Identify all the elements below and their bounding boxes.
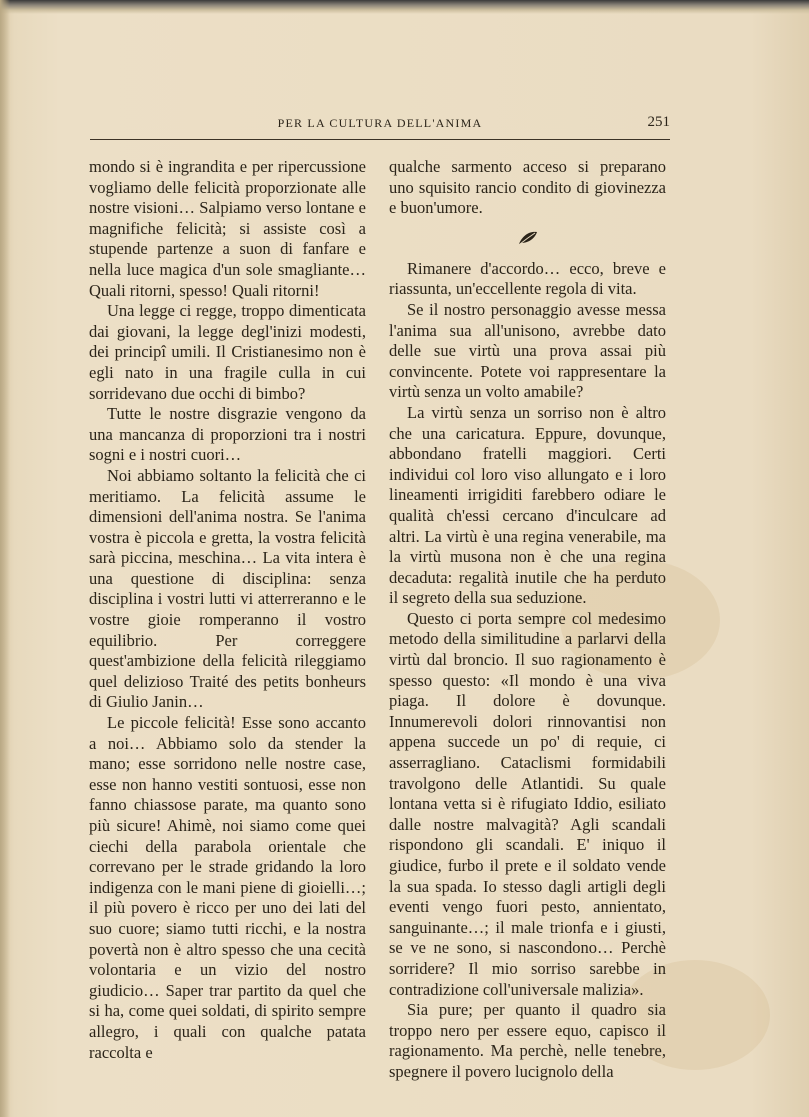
paragraph: Se il nostro personaggio avesse messa l'anima sua all'unisono, avrebbe dato delle sue virtù una prova assai più convincente. Potete voi rappresentare la virtù senza un volto amabile? (389, 299, 666, 402)
page-top-edge (0, 0, 809, 14)
page-binding-edge (0, 0, 10, 1117)
paragraph: Rimanere d'accordo… ecco, breve e riassunta, un'eccellente regola di vita. (389, 258, 666, 299)
paragraph: Noi abbiamo soltanto la felicità che ci meritiamo. La felicità assume le dimensioni dell'anima nostra. Se l'anima vostra è piccola e gretta, la vostra felicità sarà piccina, meschina… La vita intera è una questione di disciplina: senza disciplina i vostri lutti vi atterreranno e le vostre gioie romperanno il vostro equilibrio. Per correggere quest'ambizione della felicità rileggiamo quel delizioso Traité des petits bonheurs di Giulio Janin… (89, 465, 366, 712)
paragraph: Questo ci porta sempre col medesimo metodo della similitudine a parlarvi della virtù dal broncio. Il suo ragionamento è spesso questo: «Il mondo è una viva piaga. Il dolore è dovunque. Innumerevoli dolori rinnovantisi non appena succede un po' di requie, ci asserragliano. Cataclismi formidabili travolgono delle Atlantidi. Su quale lontana vetta si è rifugiato Iddio, esiliato dalle nostre malvagità? Agli scandali rispondono gli scandali. E' iniquo il giudice, furbo il prete e il soldato vende la sua spada. Io stesso dagli artigli degli eventi vengo fuori pesto, annientato, sanguinante…; il male trionfa e i giusti, se ve ne sono, si nascondono… Perchè sorridere? Il mio sorriso sarebbe in contradizione coll'universale malizia». (389, 608, 666, 999)
paragraph: La virtù senza un sorriso non è altro che una caricatura. Eppure, dovunque, abbondano fratelli maggiori. Certi individui col loro viso allungato e i loro lineamenti irrigiditi farebbero odiare le qualità ch'essi cercano d'inculcare ad altri. La virtù è una regina venerabile, ma la virtù musona non è che una regina decaduta: regalità inutile che ha perduto il segreto della sua seduzione. (389, 402, 666, 608)
running-header (90, 114, 670, 136)
running-title: PER LA CULTURA DELL'ANIMA (277, 116, 483, 130)
paragraph: Tutte le nostre disgrazie vengono da una mancanza di proporzioni tra i nostri sogni e i nostri cuori… (89, 404, 366, 465)
paragraph: qualche sarmento acceso si preparano uno squisito rancio condito di giovinezza e buon'umore. (389, 157, 666, 218)
leaf-fleuron-icon (517, 230, 539, 246)
leaf-fleuron-icon (389, 225, 666, 255)
paragraph: Sia pure; per quanto il quadro sia troppo nero per essere equo, capisco il ragionamento. Ma perchè, nelle tenebre, spegnere il povero lucignolo della (389, 1000, 666, 1081)
paragraph: Una legge ci regge, troppo dimenticata dai giovani, la legge degl'inizi modesti, dei principî umili. Il Cristianesimo non è egli nato in una fragile culla in cui sorridevano due occhi di bimbo? (89, 301, 366, 403)
left-column (89, 157, 366, 1063)
header-rule (90, 139, 670, 140)
right-column (389, 157, 666, 1083)
paragraph: Le piccole felicità! Esse sono accanto a noi… Abbiamo solo da stender la mano; esse sorridono nelle nostre case, esse non hanno vestiti sontuosi, esse non fanno chiassose parate, ma quanto sono più sicure! Ahimè, noi siamo come quei ciechi della parabola orientale che correvano per le strade gridando la loro indigenza con le mani piene di gioielli…; il più povero è ricco per uno dei lati del suo cuore; siamo tutti ricchi, e la nostra povertà non è altro spesso che una cecità volontaria e un vizio del nostro giudicio… Saper trar partito da quel che si ha, come quei soldati, di spirito sempre allegro, i quali con qualche patata raccolta e (89, 713, 366, 1062)
page-number: 251 (647, 114, 670, 130)
paragraph: mondo si è ingrandita e per ripercussione vogliamo delle felicità proporzionate alle nostre visioni… Salpiamo verso lontane e magnifiche felicità; si assiste così a stupende partenze a suon di fanfare e nella luce magica d'un sole smagliante… Quali ritorni, spesso! Quali ritorni! (89, 157, 366, 300)
